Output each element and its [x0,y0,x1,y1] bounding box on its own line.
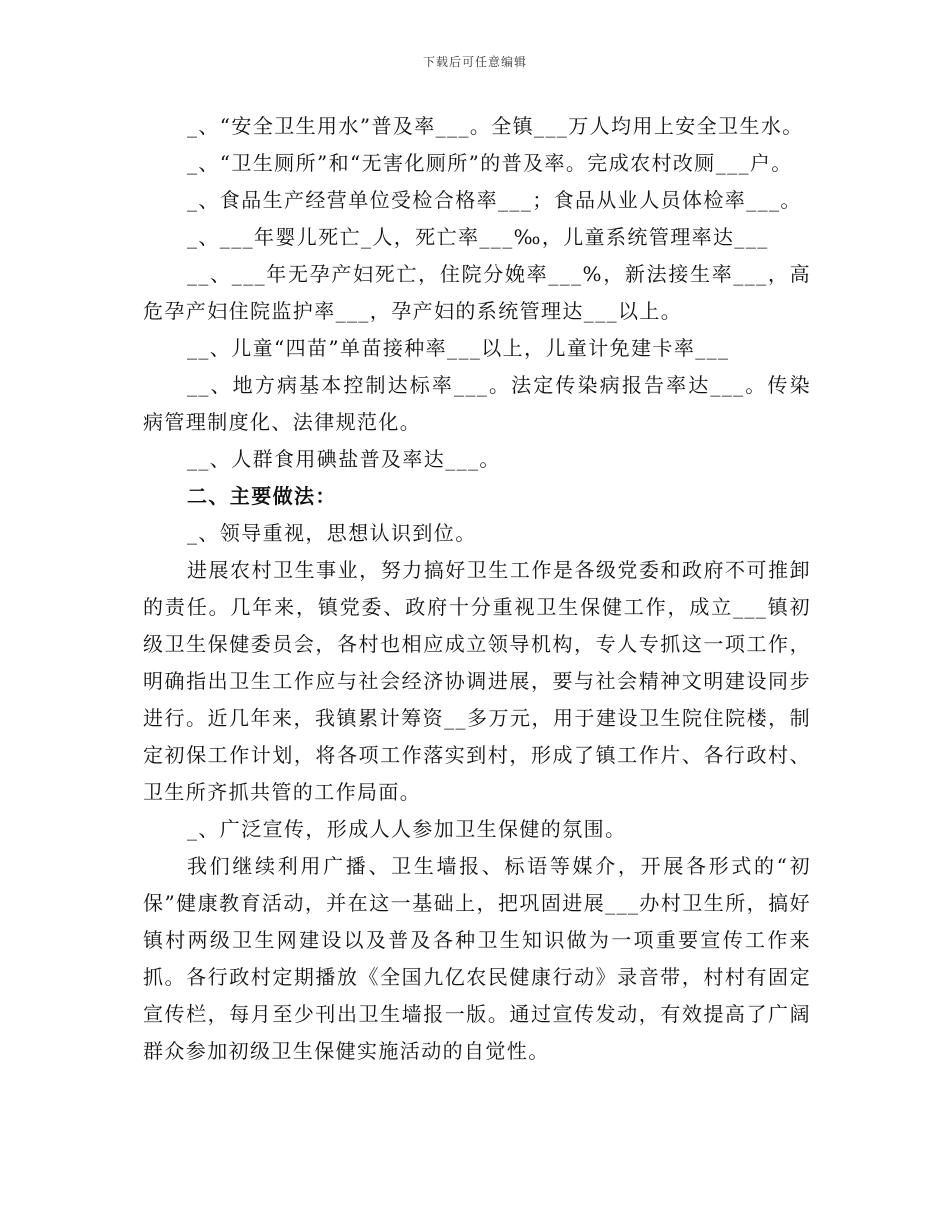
paragraph-leadership-body: 进展农村卫生事业，努力搞好卫生工作是各级党委和政府不可推卸的责任。几年来，镇党委、政府十分重视卫生保健工作，成立___镇初级卫生保健委员会，各村也相应成立领导机构，专人专抓这一项工作，明确指出卫生工作应与社会经济协调进展，要与社会精神文明建设同步进行。近几年来，我镇累计筹资__多万元，用于建设卫生院住院楼，制定初保工作计划，将各项工作落实到村，形成了镇工作片、各行政村、卫生所齐抓共管的工作局面。 [143,558,811,804]
paragraph-publicity-body: 我们继续利用广播、卫生墙报、标语等媒介，开展各形式的“初保”健康教育活动，并在这一基础上，把巩固进展___办村卫生所，搞好镇村两级卫生网建设以及普及各种卫生知识做为一项重要宣传工作来抓。各行政村定期播放《全国九亿农民健康行动》录音带，村村有固定宣传栏，每月至少刊出卫生墙报一版。通过宣传发动，有效提高了广阔群众参加初级卫生保健实施活动的自觉性。 [143,854,811,1063]
paragraph-food-inspection: _、食品生产经营单位受检合格率___；食品从业人员体检率___。 [187,188,802,212]
document-body [143,108,811,1070]
paragraph-publicity: _、广泛宣传，形成人人参加卫生保健的氛围。 [187,817,627,841]
page-header: 下载后可任意编辑 [422,55,527,69]
paragraph-vaccination: __、儿童“四苗”单苗接种率___以上，儿童计免建卡率___ [187,336,730,360]
paragraph-leadership: _、领导重视，思想认识到位。 [187,521,477,545]
section-heading-main-practices: 二、主要做法： [187,484,337,508]
paragraph-iodized-salt: __、人群食用碘盐普及率达___。 [187,447,501,471]
paragraph-endemic-disease: __、地方病基本控制达标率___。法定传染病报告率达___。传染病管理制度化、法律规范化。 [143,373,811,434]
paragraph-sanitary-toilets: _、“卫生厕所”和“无害化厕所”的普及率。完成农村改厕___户。 [187,151,793,175]
paragraph-infant-mortality: _、___年婴儿死亡_人，死亡率___‰，儿童系统管理率达___ [187,225,769,249]
paragraph-safe-water: _、“安全卫生用水”普及率___。全镇___万人均用上安全卫生水。 [187,114,804,138]
paragraph-maternal-health: __、___年无孕产妇死亡，住院分娩率___%，新法接生率___，高危孕产妇住院监护率___，孕产妇的系统管理达___以上。 [143,262,811,323]
